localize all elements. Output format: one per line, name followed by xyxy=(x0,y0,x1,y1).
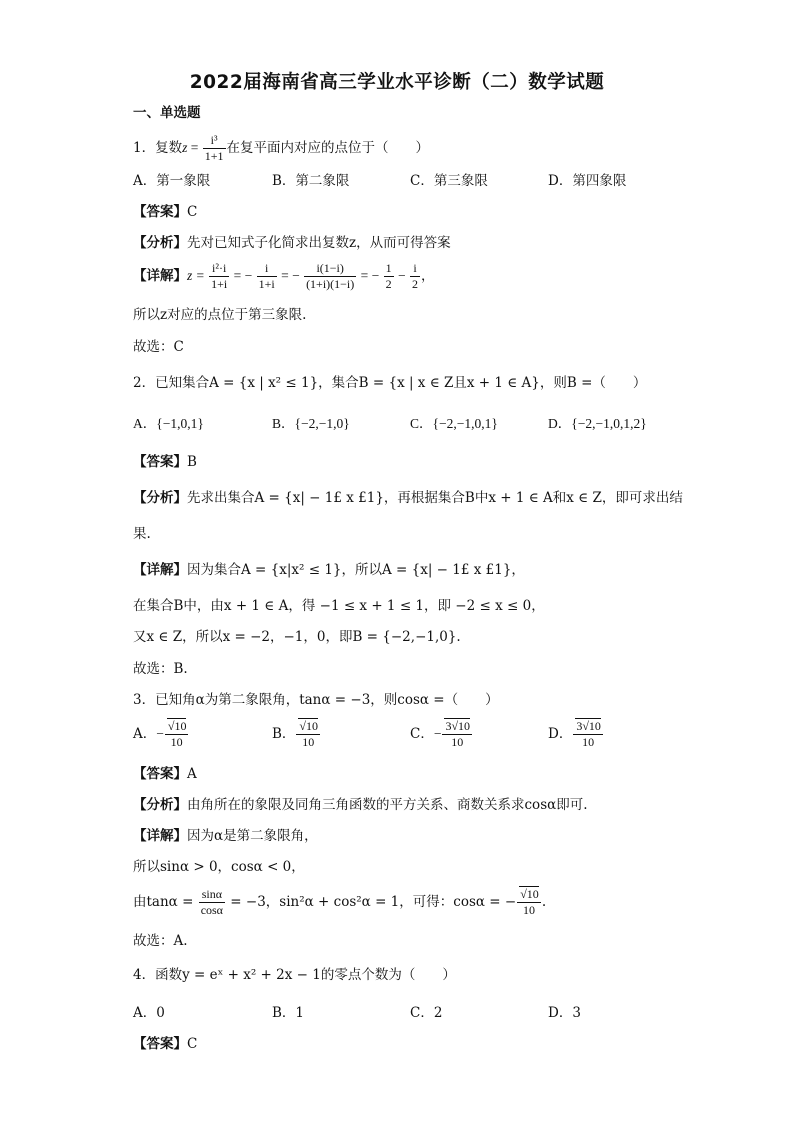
fraction: $\frac{√10}{10}$ xyxy=(517,888,541,917)
q3-option-b: B． $\frac{√10}{10}$ xyxy=(272,719,319,749)
fraction: $\frac{i(1-i)}{(1+i)(1-i)}$ xyxy=(306,261,355,291)
fraction: $\frac{3√10}{10}$ xyxy=(442,720,472,749)
fraction: $\frac{\text{i²·i}}{1+i}$ xyxy=(211,261,228,291)
question-1-stem: 1．复数z = $\frac{\text{i³}}{1+1}$ 在复平面内对应的点位于（ ） xyxy=(133,133,430,163)
q2-option-b: B．{−2,−1,0} xyxy=(272,416,350,431)
q3-option-d: D． $\frac{3√10}{10}$ xyxy=(548,719,601,749)
q1-analysis: 【分析】先对已知式子化简求出复数z，从而可得答案 xyxy=(133,235,451,251)
question-4-stem: 4．函数y = eˣ + x² + 2x − 1的零点个数为（ ） xyxy=(133,967,456,983)
q3-detail: 【详解】因为α是第二象限角， xyxy=(133,828,318,844)
q2-detail-line-2: 在集合B中，由x + 1 ∈ A，得 −1 ≤ x + 1 ≤ 1，即 −2 ≤ x ≤ 0， xyxy=(133,598,545,614)
q3-analysis: 【分析】由角所在的象限及同角三角函数的平方关系、商数关系求cosα即可. xyxy=(133,797,588,813)
fraction: $\frac{i}{1+i}$ xyxy=(258,261,275,291)
q2-analysis: 【分析】先求出集合A = {x| − 1£ x £1}，再根据集合B中x + 1 ∈ A和x ∈ Z，即可求出结 xyxy=(133,490,683,506)
q1-option-a: A．第一象限 xyxy=(133,173,211,189)
fraction: $\frac{√10}{10}$ xyxy=(296,720,320,749)
q2-detail: 【详解】因为集合A = {x|x² ≤ 1}，所以A = {x| − 1£ x £1}， xyxy=(133,562,525,578)
fraction: $\frac{\text{i³}}{1+1}$ xyxy=(204,133,224,163)
q1-conclusion: 所以z对应的点位于第三象限. xyxy=(133,307,307,323)
q3-answer: 【答案】A xyxy=(133,766,197,782)
q2-answer: 【答案】B xyxy=(133,454,197,470)
q4-option-c: C．2 xyxy=(410,1005,443,1021)
q2-option-d: D．{−2,−1,0,1,2} xyxy=(548,416,647,431)
q3-choice: 故选：A. xyxy=(133,933,188,949)
section-heading: 一、单选题 xyxy=(133,105,201,121)
q4-option-b: B．1 xyxy=(272,1005,305,1021)
q1-option-b: B．第二象限 xyxy=(272,173,350,189)
q2-choice: 故选：B. xyxy=(133,661,188,677)
q1-option-c: C．第三象限 xyxy=(410,173,488,189)
page-title: 2022届海南省高三学业水平诊断（二）数学试题 xyxy=(189,72,605,93)
q2-option-c: C．{−2,−1,0,1} xyxy=(410,416,498,431)
question-3-stem: 3．已知角α为第二象限角，tanα = −3，则cosα =（ ） xyxy=(133,692,499,708)
q4-option-a: A．0 xyxy=(133,1005,165,1021)
q2-analysis-cont: 果. xyxy=(133,526,151,542)
q2-option-a: A．{−1,0,1} xyxy=(133,416,204,431)
q3-detail-line-3: 由tanα = $\frac{\sin\alpha}{\cos\alpha}$ = −3，sin²α + cos²α = 1，可得：cosα = − $\frac{√10}{10}$ . xyxy=(133,887,547,917)
fraction: $\frac{1}{2}$ xyxy=(385,261,392,291)
question-2-stem: 2．已知集合A = {x | x² ≤ 1}，集合B = {x | x ∈ Z且x + 1 ∈ A}，则B =（ ） xyxy=(133,375,647,391)
q3-detail-line-2: 所以sinα > 0，cosα < 0， xyxy=(133,859,305,875)
q2-detail-line-3: 又x ∈ Z，所以x = −2，−1，0，即B = {−2,−1,0}. xyxy=(133,629,461,645)
q3-option-a: A．− $\frac{√10}{10}$ xyxy=(133,719,187,749)
q1-choice: 故选：C xyxy=(133,339,184,355)
q4-option-d: D．3 xyxy=(548,1005,581,1021)
fraction: $\frac{i}{2}$ xyxy=(411,261,418,291)
q1-answer: 【答案】C xyxy=(133,204,198,220)
fraction: $\frac{√10}{10}$ xyxy=(165,720,189,749)
q1-detail: 【详解】z = $\frac{\text{i²·i}}{1+i}$ = − $\frac{i}{1+i}$ = − $\frac{i(1-i)}{(1+i)(1-i)}$ = − $\frac{1}{2}$ − $\frac{i}{2}$ ， xyxy=(133,261,435,291)
q1-option-d: D．第四象限 xyxy=(548,173,627,189)
fraction: $\frac{\sin\alpha}{\cos\alpha}$ xyxy=(200,887,223,917)
q3-option-c: C．− $\frac{3√10}{10}$ xyxy=(410,719,471,749)
q4-answer: 【答案】C xyxy=(133,1036,198,1052)
fraction: $\frac{3√10}{10}$ xyxy=(573,720,603,749)
